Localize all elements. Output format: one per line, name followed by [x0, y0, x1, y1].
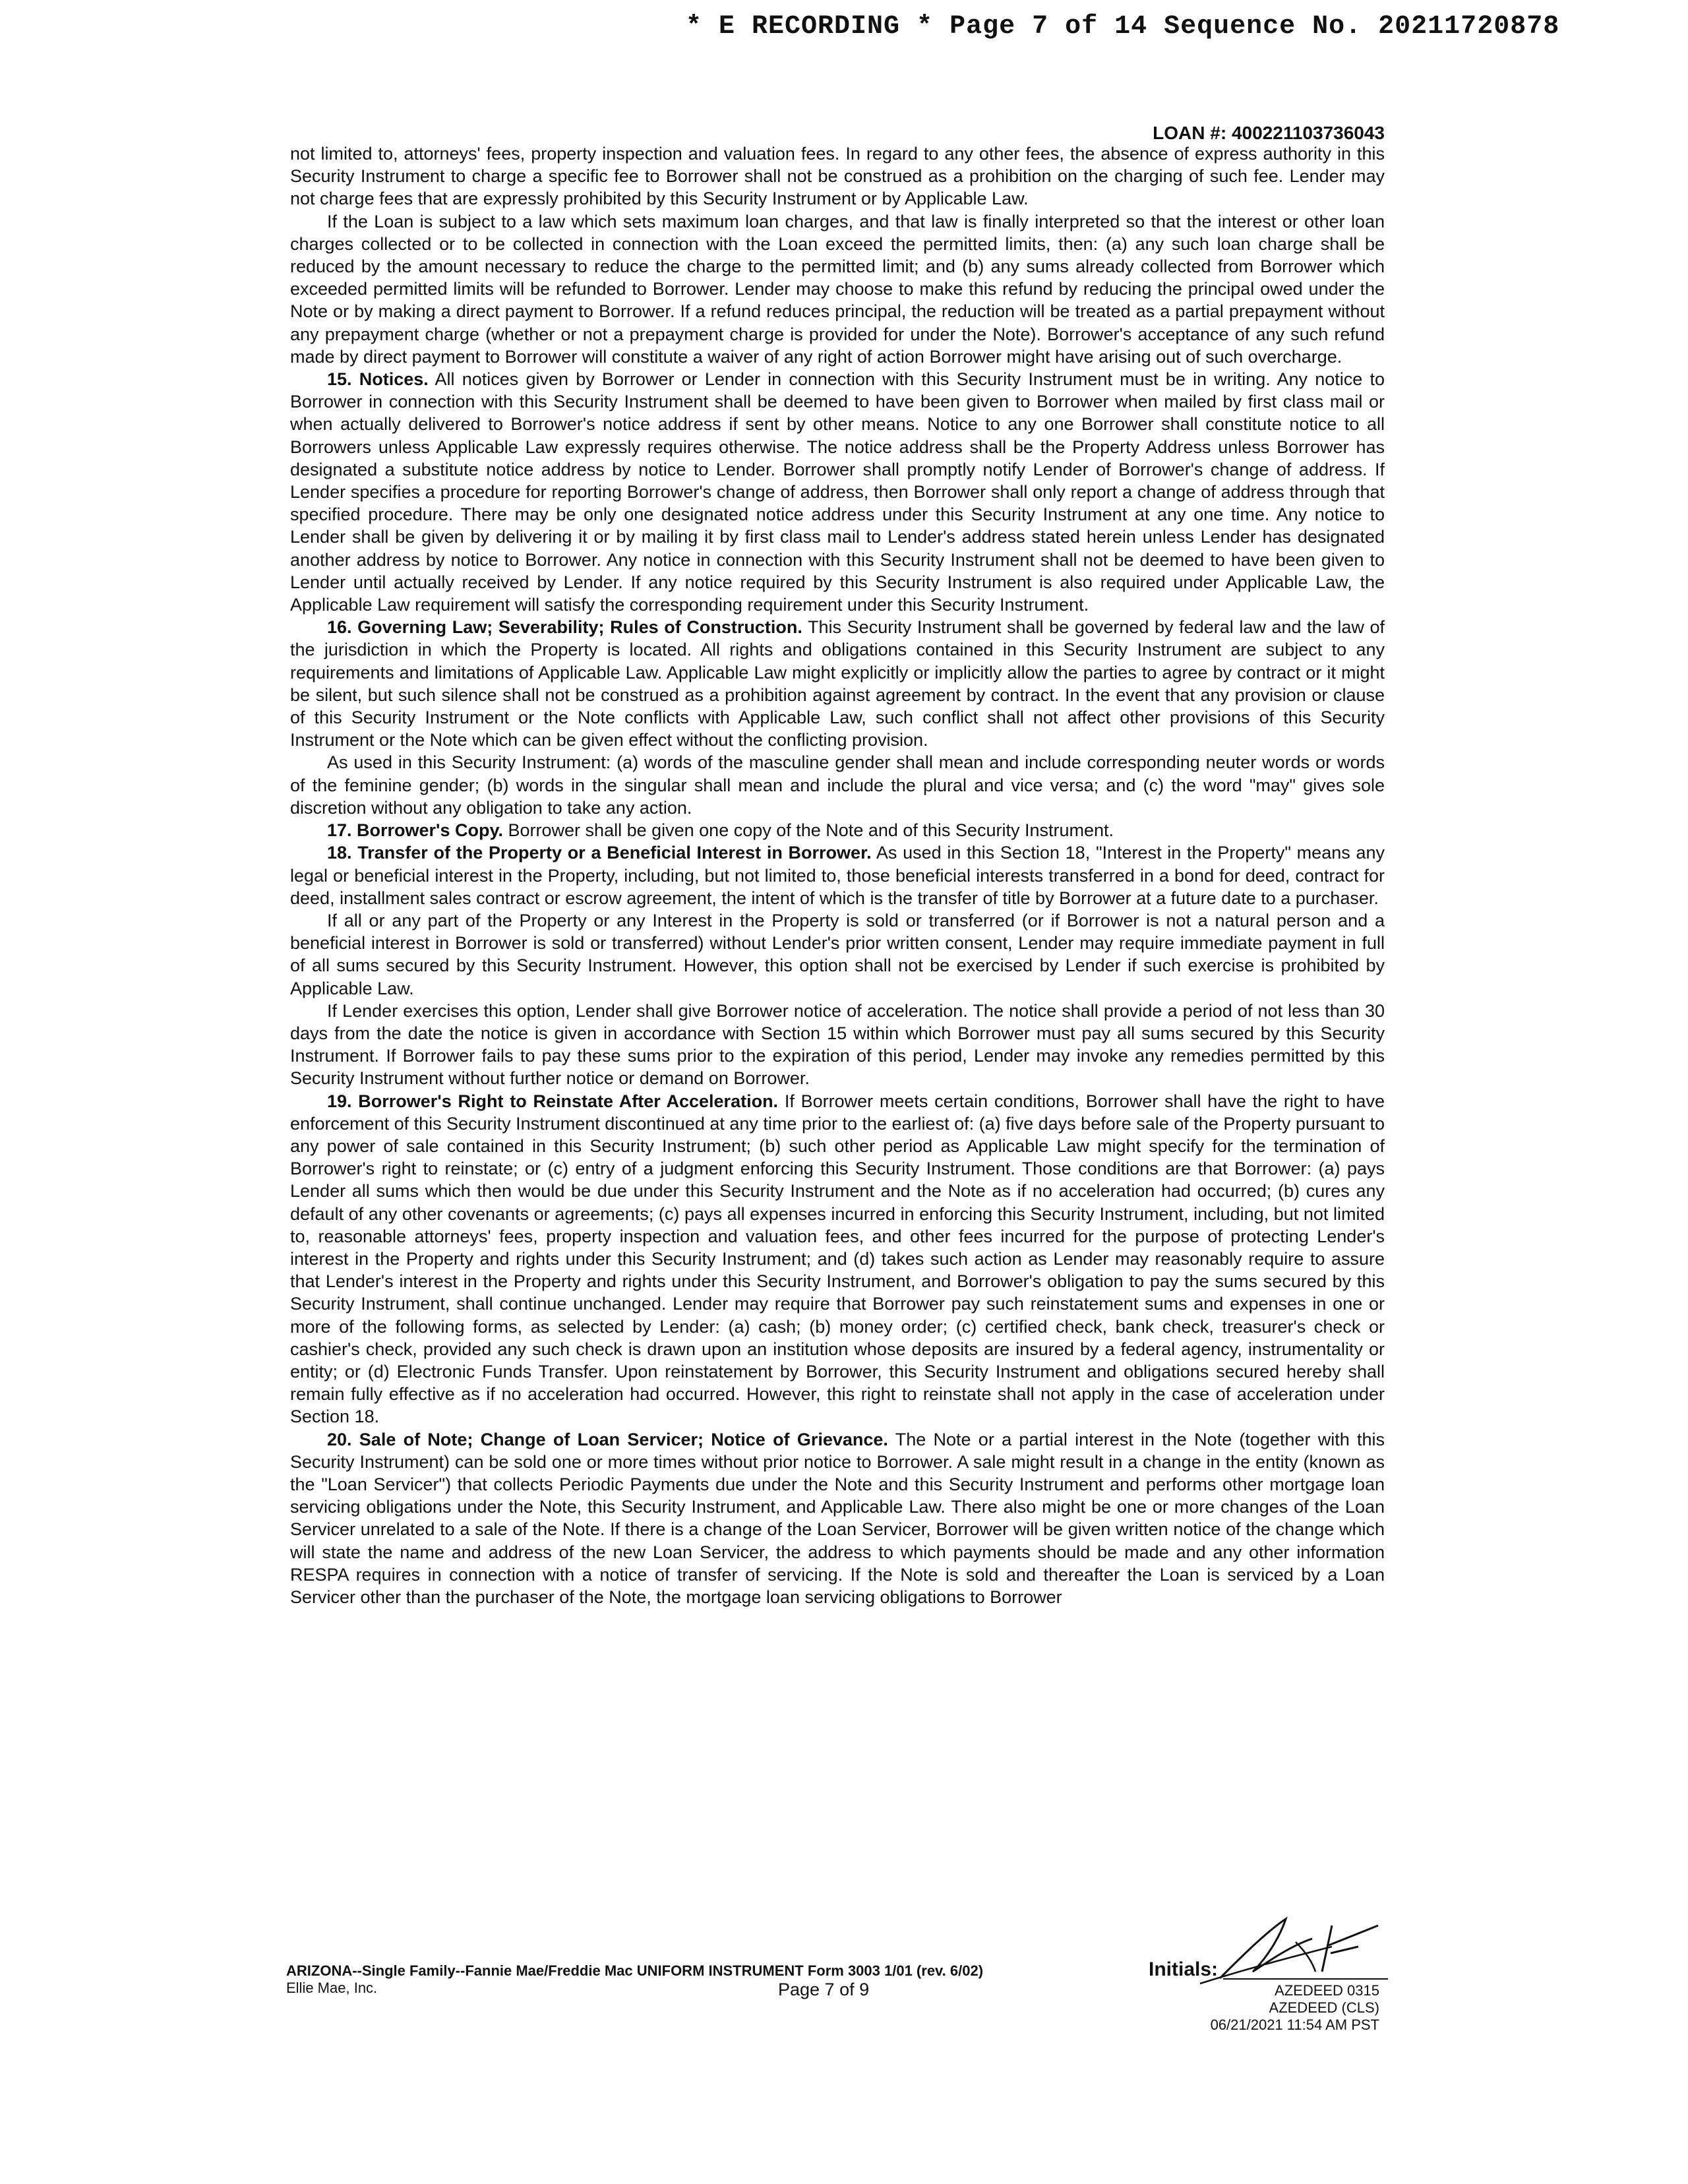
section-20-sale-of-note [290, 1428, 1385, 1609]
section-20-text: The Note or a partial interest in the Note (together with this Security Instrument) can be sold one or more times without prior notice to Borrower. A sale might result in a change in the entity (known as the "Loan Servicer") that collects Periodic Payments due under the Note and this Security Instrument and performs other mortgage loan servicing obligations under the Note, this Security Instrument, and Applicable Law. There also might be one or more changes of the Loan Servicer unrelated to a sale of the Note. If there is a change of the Loan Servicer, Borrower will be given written notice of the change which will state the name and address of the new Loan Servicer, the address to which payments should be made and any other information RESPA requires in connection with a notice of transfer of servicing. If the Note is sold and thereafter the Loan is serviced by a Loan Servicer other than the purchaser of the Note, the mortgage loan servicing obligations to Borrower [290, 1429, 1385, 1607]
paragraph-fees-continued: not limited to, attorneys' fees, property inspection and valuation fees. In regard to any other fees, the absence of express authority in this Security Instrument to charge a specific fee to Borrower shall not be construed as a prohibition on the charging of such fee. Lender may not charge fees that are expressly prohibited by this Security Instrument or by Applicable Law. [290, 144, 1385, 209]
footer-form-line: ARIZONA--Single Family--Fannie Mae/Freddie Mac UNIFORM INSTRUMENT Form 3003 1/01 (rev. 6/02) [286, 1962, 984, 1979]
section-17-heading: 17. Borrower's Copy. [327, 820, 503, 841]
section-18-heading: 18. Transfer of the Property or a Beneficial Interest in Borrower. [327, 843, 872, 863]
paragraph-loan-charges: If the Loan is subject to a law which sets maximum loan charges, and that law is finally interpreted so that the interest or other loan charges collected or to be collected in connection with the Loan exceed the permitted limits, then: (a) any such loan charge shall be reduced by the amount necessary to reduce the charge to the permitted limit; and (b) any sums already collected from Borrower which exceeded permitted limits will be refunded to Borrower. Lender may choose to make this refund by reducing the principal owed under the Note or by making a direct payment to Borrower. If a refund reduces principal, the reduction will be treated as a partial prepayment without any prepayment charge (whether or not a prepayment charge is provided for under the Note). Borrower's acceptance of any such refund made by direct payment to Borrower will constitute a waiver of any right of action Borrower might have arising out of such overcharge. [290, 211, 1385, 367]
loan-number: LOAN #: 400221103736043 [1153, 123, 1385, 143]
signature-stroke-1 [1220, 1919, 1312, 1978]
section-18-paragraph-3: If Lender exercises this option, Lender shall give Borrower notice of acceleration. The notice shall provide a period of not less than 30 days from the date the notice is given in accordance with Section 15 within which Borrower must pay all sums secured by this Security Instrument. If Borrower fails to pay these sums prior to the expiration of this period, Lender may invoke any remedies permitted by this Security Instrument without further notice or demand on Borrower. [290, 1000, 1385, 1089]
footer-code-2: AZEDEED (CLS) [1269, 1999, 1379, 2016]
section-18-paragraph-2: If all or any part of the Property or any Interest in the Property is sold or transferred (or if Borrower is not a natural person and a beneficial interest in Borrower is sold or transferred) without Lender's prior written consent, Lender may require immediate payment in full of all sums secured by this Security Instrument. However, this option shall not be exercised by Lender if such exercise is prohibited by Applicable Law. [290, 910, 1385, 998]
section-19-reinstate [290, 1090, 1385, 1428]
section-16-text: This Security Instrument shall be governed by federal law and the law of the jurisdiction in which the Property is located. All rights and obligations contained in this Security Instrument are subject to any requirements and limitations of Applicable Law. Applicable Law might explicitly or implicitly allow the parties to agree by contract or it might be silent, but such silence shall not be construed as a prohibition against agreement by contract. In the event that any provision or clause of this Security Instrument or the Note conflicts with Applicable Law, such conflict shall not affect other provisions of this Security Instrument or the Note which can be given effect without the conflicting provision. [290, 617, 1385, 750]
footer-code-1: AZEDEED 0315 [1275, 1982, 1379, 1999]
footer-publisher: Ellie Mae, Inc. [286, 1980, 378, 1996]
signature-stroke-3 [1322, 1926, 1378, 1972]
section-17-text: Borrower shall be given one copy of the Note and of this Security Instrument. [508, 820, 1114, 841]
footer-codes [1211, 1982, 1379, 2034]
footer-page-number: Page 7 of 9 [778, 1980, 870, 1999]
recording-header: * E RECORDING * Page 7 of 14 Sequence No. 20211720878 [686, 12, 1560, 42]
section-18-transfer [290, 841, 1385, 909]
section-15-heading: 15. Notices. [327, 369, 429, 390]
section-15-notices [290, 368, 1385, 616]
section-15-text: All notices given by Borrower or Lender in connection with this Security Instrument must be in writing. Any notice to Borrower in connection with this Security Instrument shall be deemed to have been given to Borrower when mailed by first class mail or when actually delivered to Borrower's notice address if sent by other means. Notice to any one Borrower shall constitute notice to all Borrowers unless Applicable Law expressly requires otherwise. The notice address shall be the Property Address unless Borrower has designated a substitute notice address by notice to Lender. Borrower shall promptly notify Lender of Borrower's change of address. If Lender specifies a procedure for reporting Borrower's change of address, then Borrower shall only report a change of address through that specified procedure. There may be only one designated notice address under this Security Instrument at any one time. Any notice to Lender shall be given by delivering it or by mailing it by first class mail to Lender's address stated herein unless Lender has designated another address by notice to Borrower. Any notice in connection with this Security Instrument shall not be deemed to have been given to Lender until actually received by Lender. If any notice required by this Security Instrument is also required under Applicable Law, the Applicable Law requirement will satisfy the corresponding requirement under this Security Instrument. [290, 369, 1385, 615]
section-19-text: If Borrower meets certain conditions, Borrower shall have the right to have enforcement of this Security Instrument discontinued at any time prior to the earliest of: (a) five days before sale of the Property pursuant to any power of sale contained in this Security Instrument; (b) such other period as Applicable Law might specify for the termination of Borrower's right to reinstate; or (c) entry of a judgment enforcing this Security Instrument. Those conditions are that Borrower: (a) pays Lender all sums which then would be due under this Security Instrument and the Note as if no acceleration had occurred; (b) cures any default of any other covenants or agreements; (c) pays all expenses incurred in enforcing this Security Instrument, including, but not limited to, reasonable attorneys' fees, property inspection and valuation fees, and other fees incurred for the purpose of protecting Lender's interest in the Property and rights under this Security Instrument; and (d) takes such action as Lender may reasonably require to assure that Lender's interest in the Property and rights under this Security Instrument, and Borrower's obligation to pay the sums secured by this Security Instrument, shall continue unchanged. Lender may require that Borrower pay such reinstatement sums and expenses in one or more of the following forms, as selected by Lender: (a) cash; (b) money order; (c) certified check, bank check, treasurer's check or cashier's check, provided any such check is drawn upon an institution whose deposits are insured by a federal agency, instrumentality or entity; or (d) Electronic Funds Transfer. Upon reinstatement by Borrower, this Security Instrument and obligations secured hereby shall remain fully effective as if no acceleration had occurred. However, this right to reinstate shall not apply in the case of acceleration under Section 18. [290, 1091, 1385, 1427]
section-16-governing-law [290, 616, 1385, 751]
signature-stroke-4 [1296, 1942, 1315, 1972]
initials-label: Initials: [1149, 1958, 1219, 1980]
section-17-borrowers-copy [290, 819, 1385, 841]
footer-timestamp: 06/21/2021 11:54 AM PST [1210, 2017, 1379, 2033]
footer-form-info [286, 1962, 1143, 1997]
section-20-heading: 20. Sale of Note; Change of Loan Servicer; Notice of Grievance. [327, 1429, 888, 1449]
section-16-paragraph-2: As used in this Security Instrument: (a) words of the masculine gender shall mean and include corresponding neuter words or words of the feminine gender; (b) words in the singular shall mean and include the plural and vice versa; and (c) the word "may" gives sole discretion without any obligation to take any action. [290, 752, 1385, 818]
section-19-heading: 19. Borrower's Right to Reinstate After Acceleration. [327, 1091, 779, 1111]
initials-line [1223, 1978, 1388, 1980]
document-body [290, 142, 1385, 1608]
section-18-text: As used in this Section 18, "Interest in the Property" means any legal or beneficial interest in the Property, including, but not limited to, those beneficial interests transferred in a bond for deed, contract for deed, installment sales contract or escrow agreement, the intent of which is the transfer of title by Borrower at a future date to a purchaser. [290, 843, 1385, 908]
section-16-heading: 16. Governing Law; Severability; Rules of Construction. [327, 617, 802, 638]
